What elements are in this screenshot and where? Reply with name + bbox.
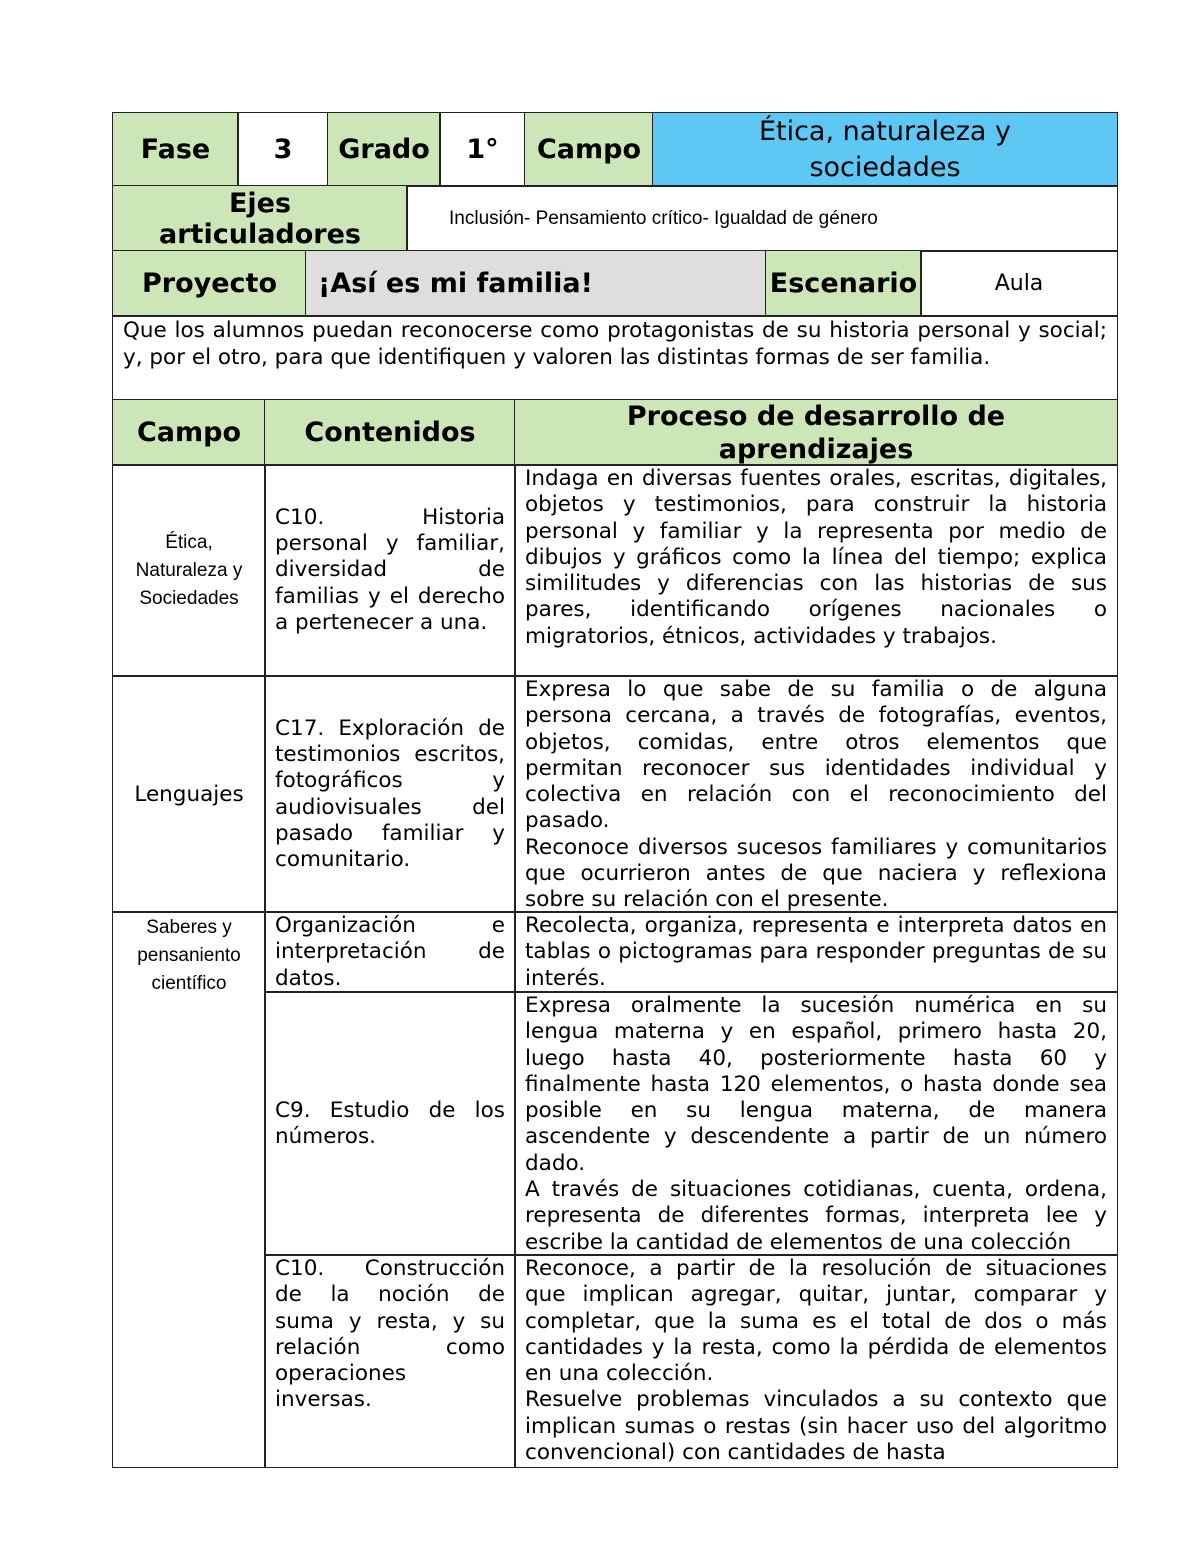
proceso-cell-indaga xyxy=(514,464,1118,677)
contenido-cell-c10-historia xyxy=(264,464,516,677)
table-header-contenidos: Contenidos xyxy=(264,399,516,466)
campo-value: Ética, naturaleza y sociedades xyxy=(652,112,1118,187)
contenido-cell-c10-suma xyxy=(264,1254,516,1468)
ejes-value: Inclusión- Pensamiento crítico- Igualdad de género xyxy=(406,185,1118,252)
contenido-cell-c9 xyxy=(264,991,516,1256)
proceso-cell-sucesion xyxy=(514,991,1118,1256)
proceso-text: Indaga en diversas fuentes orales, escritas, digitales, objetos y testimonios, para construir la historia personal y familiar y la representa por medio de dibujos y gráficos como la línea del tiempo; explica similitudes y diferencias con las historias de sus pares, identificando orígenes nacionales o migratorios, étnicos, actividades y trabajos. xyxy=(525,466,1107,649)
objetivo-text: Que los alumnos puedan reconocerse como protagonistas de su historia personal y social; y, por el otro, para que identifiquen y valoren las distintas formas de ser familia. xyxy=(112,315,1118,401)
table-header-proceso: Proceso de desarrollo de aprendizajes xyxy=(514,399,1118,466)
grado-value: 1° xyxy=(439,112,526,187)
grado-label: Grado xyxy=(327,112,441,187)
campo-label: Campo xyxy=(524,112,654,187)
proceso-text: Expresa oralmente la sucesión numérica en su lengua materna y en español, primero hasta 20, luego hasta 40, posteriormente hasta 60 y finalmente hasta 120 elementos, o hasta donde sea posible en su lengua materna, de manera ascendente y descendente a partir de un número dado. xyxy=(525,993,1107,1176)
contenido-text: C10. Construcción de la noción de suma y resta, y su relación como operaciones inversas. xyxy=(275,1256,505,1413)
proceso-text: Expresa lo que sabe de su familia o de alguna persona cercana, a través de fotografías, eventos, objetos, comidas, entre otros elementos que permitan reconocer sus identidades individual y colectiva en relación con el reconocimiento del pasado. xyxy=(525,677,1107,834)
proceso-text-2: A través de situaciones cotidianas, cuenta, ordena, representa de diferentes formas, interpreta lee y escribe la cantidad de elementos de una colección xyxy=(525,1177,1107,1255)
contenido-text: C10. Historia personal y familiar, diversidad de familias y el derecho a pertenecer a una. xyxy=(275,504,505,635)
proceso-cell-recolecta xyxy=(514,911,1118,993)
escenario-label: Escenario xyxy=(765,250,922,317)
escenario-value: Aula xyxy=(920,250,1118,317)
contenido-text: C9. Estudio de los números. xyxy=(275,1097,505,1149)
proyecto-value: ¡Así es mi familia! xyxy=(305,250,767,317)
campo-cell-saberes: Saberes y pensaniento científico xyxy=(112,911,266,1468)
fase-value: 3 xyxy=(237,112,329,187)
proceso-text-2: Reconoce diversos sucesos familiares y comunitarios que ocurrieron antes de que naciera y reflexiona sobre su relación con el presente. xyxy=(525,834,1107,913)
proyecto-label: Proyecto xyxy=(112,250,307,317)
contenido-text: C17. Exploración de testimonios escritos, fotográficos y audiovisuales del pasado familiar y comunitario. xyxy=(275,715,505,873)
proceso-cell-reconoce-suma xyxy=(514,1254,1118,1468)
fase-label: Fase xyxy=(112,112,239,187)
proceso-cell-expresa xyxy=(514,675,1118,913)
campo-cell-lenguajes: Lenguajes xyxy=(112,675,266,913)
contenido-text: Organización e interpretación de datos. xyxy=(275,913,505,991)
contenido-cell-c17 xyxy=(264,675,516,913)
table-header-campo: Campo xyxy=(112,399,266,466)
contenido-cell-organizacion xyxy=(264,911,516,993)
proceso-text: Recolecta, organiza, representa e interpreta datos en tablas o pictogramas para responder preguntas de su interés. xyxy=(525,913,1107,991)
campo-cell-etica: Ética, Naturaleza y Sociedades xyxy=(112,464,266,677)
proceso-text: Reconoce, a partir de la resolución de situaciones que implican agregar, quitar, juntar, comparar y completar, que la suma es el total de dos o más cantidades y la resta, como la pérdida de elementos en una colección. xyxy=(525,1256,1107,1387)
ejes-label: Ejes articuladores xyxy=(112,185,408,252)
proceso-text-2: Resuelve problemas vinculados a su contexto que implican sumas o restas (sin hacer uso del algoritmo convencional) con cantidades de hasta xyxy=(525,1387,1107,1466)
